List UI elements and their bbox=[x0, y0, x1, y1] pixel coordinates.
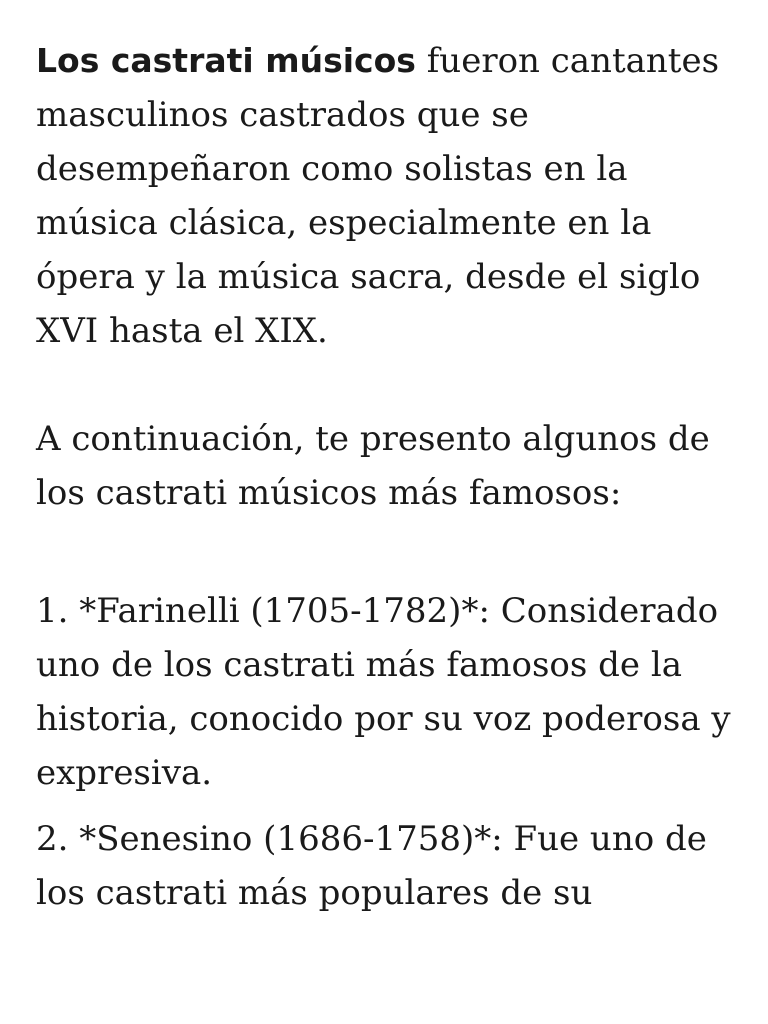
intro-paragraph bbox=[36, 34, 736, 358]
list-item-farinelli: 1. *Farinelli (1705-1782)*: Considerado uno de los castrati más famosos de la historia, conocido por su voz poderosa y expresiva. bbox=[36, 591, 731, 793]
intro-text: fueron cantantes masculinos castrados que se desempeñaron como solistas en la música clásica, especialmente en la ópera y la música sacra, desde el siglo XVI hasta el XIX. bbox=[36, 41, 720, 351]
list-spacer bbox=[36, 800, 736, 812]
paragraph-spacer bbox=[36, 358, 736, 412]
list-item-senesino: 2. *Senesino (1686-1758)*: Fue uno de los castrati más populares de su bbox=[36, 819, 707, 913]
document-body bbox=[36, 34, 736, 920]
lead-in-paragraph: A continuación, te presento algunos de los castrati músicos más famosos: bbox=[36, 419, 710, 513]
intro-bold-term: Los castrati músicos bbox=[36, 41, 416, 80]
paragraph-spacer bbox=[36, 520, 736, 584]
